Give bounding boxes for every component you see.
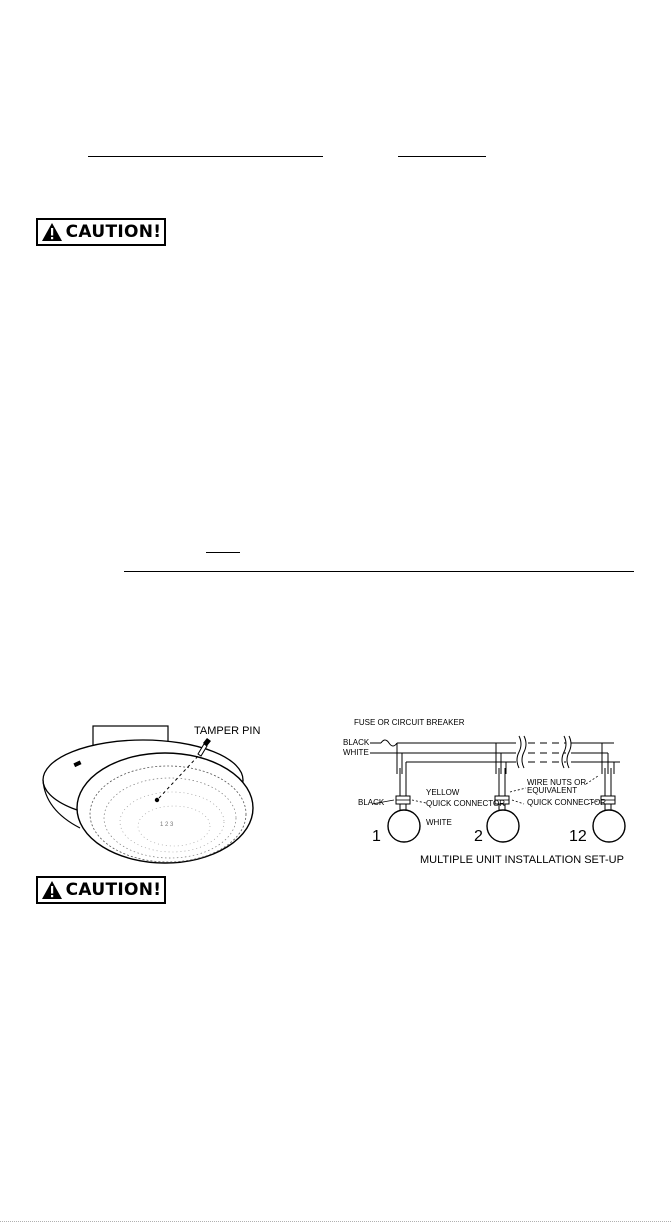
unit-12-number: 12	[569, 828, 587, 845]
caution-badge-top	[36, 218, 166, 246]
wire-nuts-label-2: EQUIVALENT	[527, 786, 578, 795]
black-lead-label: BLACK	[358, 798, 385, 807]
caution-badge-bottom	[36, 876, 166, 904]
warning-triangle-icon	[41, 880, 63, 900]
alarm-unit-1	[386, 808, 422, 844]
yellow-lead-label: YELLOW	[426, 788, 460, 797]
form-blank-line-3	[206, 552, 240, 553]
unit-1-number: 1	[372, 828, 381, 845]
page-edge-dots	[0, 1221, 671, 1222]
wire-nuts-label-1: WIRE NUTS OR	[527, 778, 587, 787]
form-blank-line-1	[88, 156, 323, 157]
diagram-caption: MULTIPLE UNIT INSTALLATION SET-UP	[420, 854, 624, 866]
black-wire-label: BLACK	[343, 738, 370, 747]
fuse-label: FUSE OR CIRCUIT BREAKER	[354, 718, 465, 727]
white-wire-label: WHITE	[343, 748, 369, 757]
warning-triangle-icon	[41, 222, 63, 242]
quick-connector-label-2: QUICK CONNECTOR	[527, 798, 606, 807]
caution-label: CAUTION!	[65, 879, 162, 900]
form-blank-line-2	[398, 156, 486, 157]
tamper-pin-label: TAMPER PIN	[194, 725, 261, 737]
svg-text:1 2 3: 1 2 3	[160, 822, 174, 828]
quick-connector-label-1: QUICK CONNECTOR	[426, 799, 505, 808]
form-blank-line-4	[124, 571, 634, 572]
caution-label: CAUTION!	[65, 221, 162, 242]
alarm-unit-12	[591, 808, 627, 844]
alarm-unit-2	[485, 808, 521, 844]
smoke-alarm-illustration	[40, 718, 290, 888]
unit-2-number: 2	[474, 828, 483, 845]
white-lead-label: WHITE	[426, 818, 452, 827]
